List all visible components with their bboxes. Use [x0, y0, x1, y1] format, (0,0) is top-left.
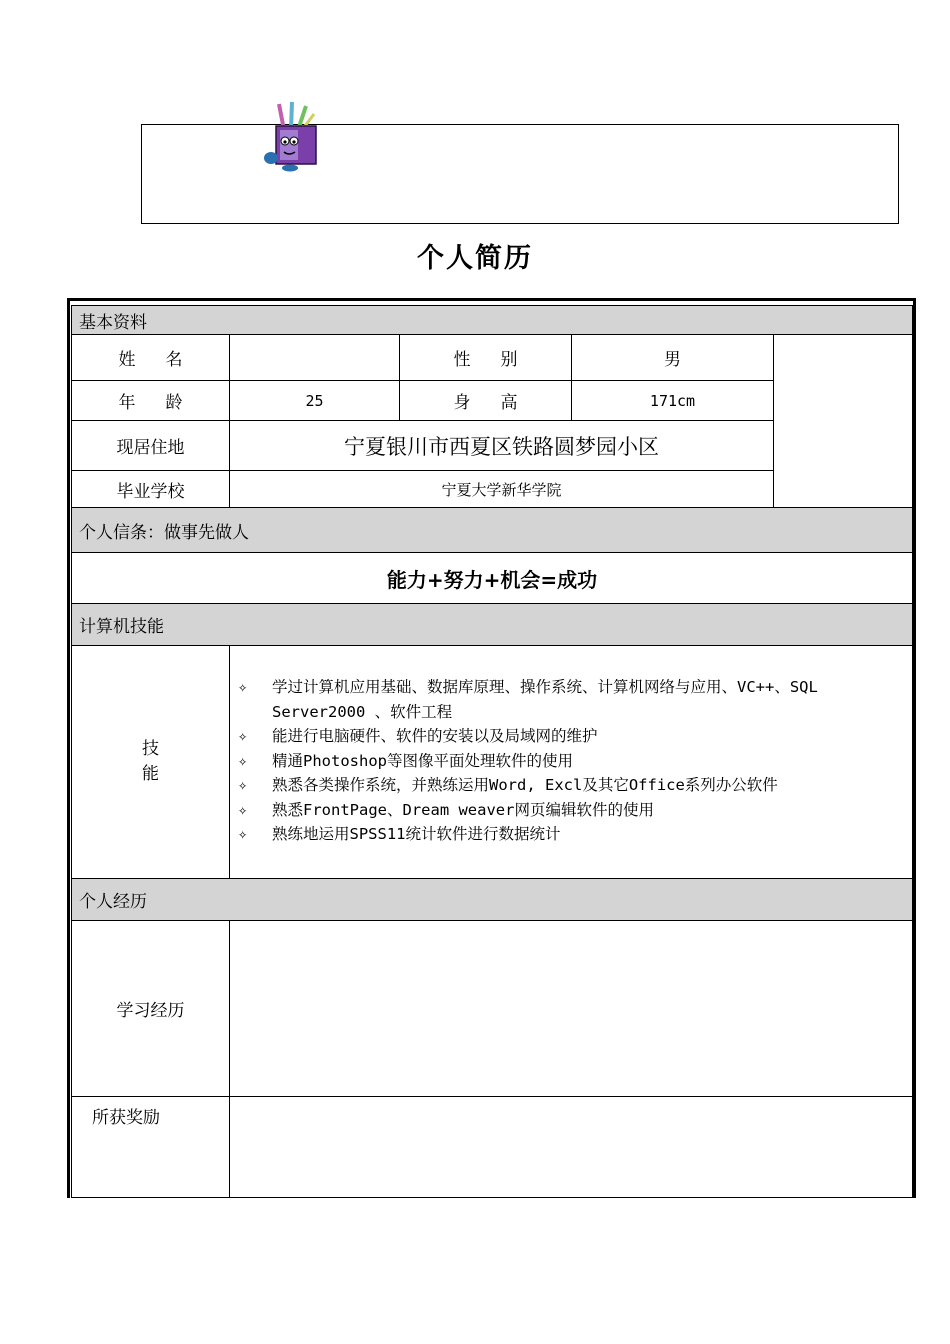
diamond-bullet-icon: ✧ [238, 825, 248, 843]
diamond-bullet-icon: ✧ [238, 776, 248, 794]
school-label: 毕业学校 [71, 470, 230, 508]
motto-text: 能力+努力+机会=成功 [71, 552, 913, 604]
section-computer-skills: 计算机技能 [71, 603, 913, 646]
awards-value [229, 1096, 913, 1198]
skills-label [71, 645, 230, 879]
diamond-bullet-icon: ✧ [238, 800, 248, 819]
gender-label: 性别 [399, 334, 572, 381]
section-motto: 个人信条：做事先做人 [71, 507, 913, 553]
header-box [141, 124, 899, 224]
skill-item: ✧ 熟悉各类操作系统，并熟练运用Word, Excl及其它Office系列办公软件 [238, 773, 918, 798]
photo-cell [773, 334, 913, 508]
school-value: 宁夏大学新华学院 [229, 470, 774, 508]
address-value: 宁夏银川市西夏区铁路圆梦园小区 [229, 420, 774, 471]
age-value: 25 [229, 380, 400, 421]
name-value [229, 334, 400, 381]
age-label: 年龄 [71, 380, 230, 421]
awards-label: 所获奖励 [71, 1096, 230, 1198]
education-label: 学习经历 [71, 920, 230, 1097]
skill-item: ✧ 学过计算机应用基础、数据库原理、操作系统、计算机网络与应用、VC++、SQL Server2000 、软件工程 [238, 675, 918, 724]
section-experience: 个人经历 [71, 878, 913, 921]
skills-label-line-2: 能 [142, 764, 159, 784]
section-basic-info: 基本资料 [71, 305, 913, 335]
name-label: 姓名 [71, 334, 230, 381]
skill-item: ✧ 精通Photoshop等图像平面处理软件的使用 [238, 749, 918, 774]
skill-item: ✧ 熟练地运用SPSS11统计软件进行数据统计 [238, 822, 918, 847]
diamond-bullet-icon: ✧ [238, 751, 248, 770]
address-label: 现居住地 [71, 420, 230, 471]
skill-item: ✧ 能进行电脑硬件、软件的安装以及局域网的维护 [238, 724, 918, 749]
education-value [229, 920, 913, 1097]
skill-item: ✧ 熟悉FrontPage、Dream weaver网页编辑软件的使用 [238, 798, 918, 823]
diamond-bullet-icon: ✧ [238, 727, 248, 745]
gender-value: 男 [571, 334, 774, 381]
skills-list [238, 675, 918, 847]
pencil-cup-clipart [262, 100, 322, 172]
height-value: 171cm [571, 380, 774, 421]
diamond-bullet-icon: ✧ [238, 678, 248, 696]
height-label: 身高 [399, 380, 572, 421]
skills-label-line-1: 技 [142, 739, 159, 759]
page-title: 个人简历 [417, 243, 533, 274]
